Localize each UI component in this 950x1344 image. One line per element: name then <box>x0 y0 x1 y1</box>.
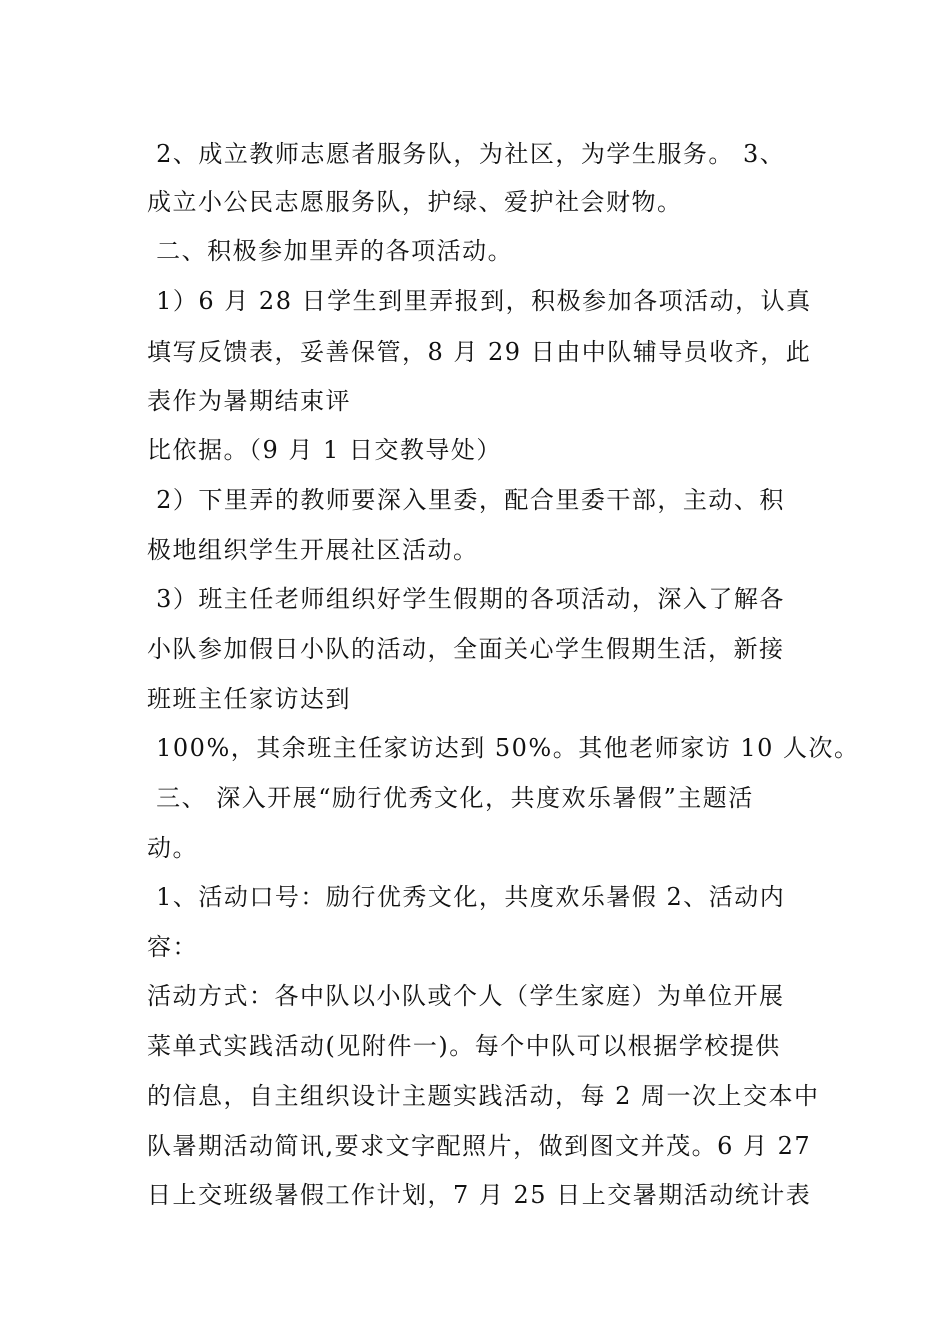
text-line: 比依据。（9 月 1 日交教导处） <box>147 436 502 464</box>
text-line: 三、 深入开展“励行优秀文化，共度欢乐暑假”主题活 <box>147 784 754 812</box>
text-line: 2）下里弄的教师要深入里委，配合里委干部，主动、积 <box>147 486 785 514</box>
text-line: 100%，其余班主任家访达到 50%。其他老师家访 10 人次。 <box>147 734 860 762</box>
text-line: 1）6 月 28 日学生到里弄报到，积极参加各项活动，认真 <box>147 287 812 315</box>
text-line: 容： <box>147 933 198 961</box>
text-line: 的信息，自主组织设计主题实践活动，每 2 周一次上交本中 <box>147 1082 820 1110</box>
text-line: 2、成立教师志愿者服务队，为社区，为学生服务。 3、 <box>147 140 786 168</box>
text-line: 3）班主任老师组织好学生假期的各项活动，深入了解各 <box>147 585 785 613</box>
text-line: 小队参加假日小队的活动，全面关心学生假期生活，新接 <box>147 635 785 663</box>
text-line: 队暑期活动简讯,要求文字配照片，做到图文并茂。6 月 27 <box>147 1132 812 1160</box>
text-line: 极地组织学生开展社区活动。 <box>147 536 479 564</box>
text-line: 表作为暑期结束评 <box>147 387 351 415</box>
text-line: 动。 <box>147 834 198 862</box>
text-line: 填写反馈表，妥善保管，8 月 29 日由中队辅导员收齐，此 <box>147 338 812 366</box>
text-line: 菜单式实践活动(见附件一)。每个中队可以根据学校提供 <box>147 1032 781 1060</box>
text-line: 1、活动口号：励行优秀文化，共度欢乐暑假 2、活动内 <box>147 883 786 911</box>
text-line: 二、积极参加里弄的各项活动。 <box>147 237 514 265</box>
text-line: 活动方式：各中队以小队或个人（学生家庭）为单位开展 <box>147 982 785 1010</box>
text-line: 日上交班级暑假工作计划，7 月 25 日上交暑期活动统计表 <box>147 1181 812 1209</box>
text-line: 班班主任家访达到 <box>147 685 351 713</box>
text-line: 成立小公民志愿服务队，护绿、爱护社会财物。 <box>147 188 683 216</box>
